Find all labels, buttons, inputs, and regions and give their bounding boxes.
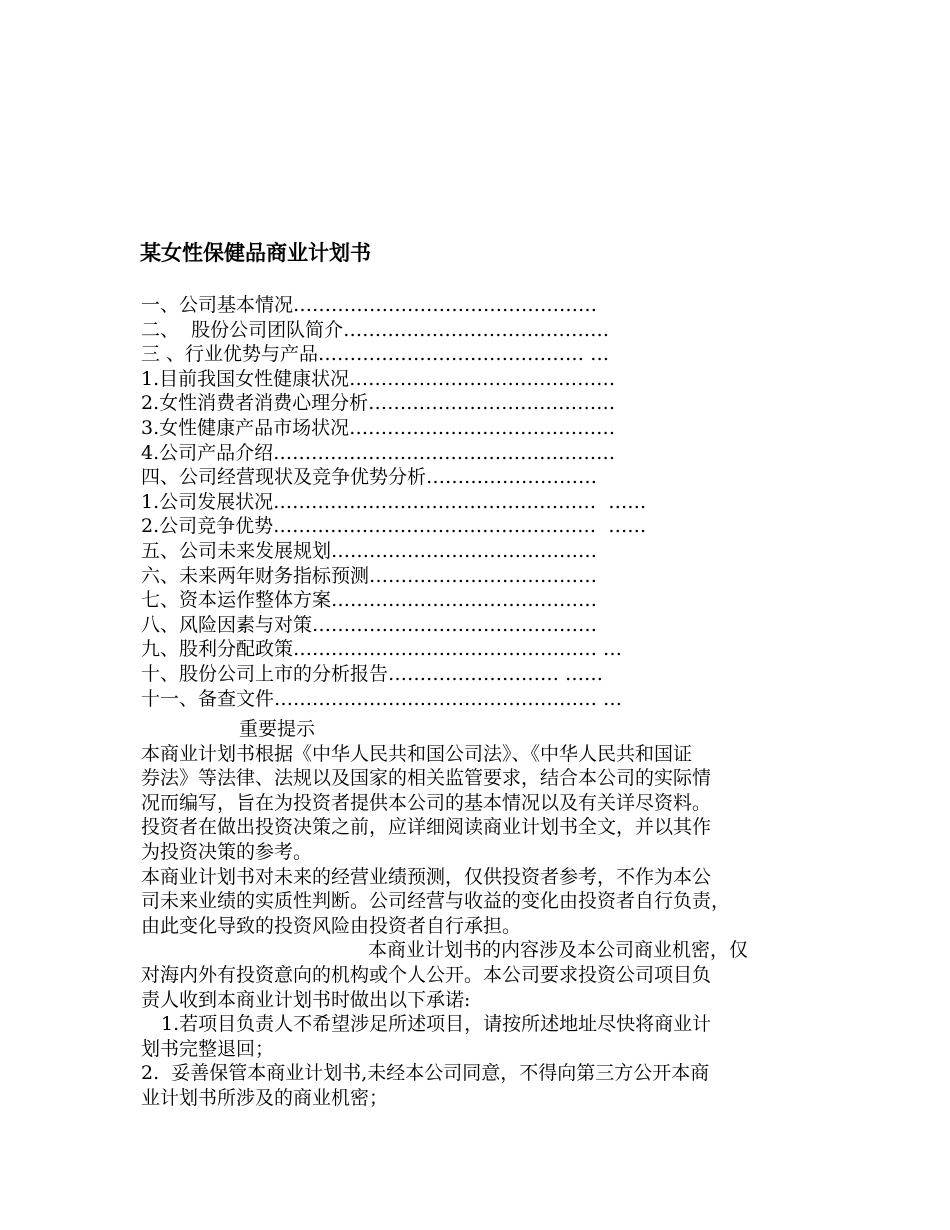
toc-item: 4.公司产品介绍……………………………………………… [141, 441, 616, 464]
toc-item: 一、公司基本情况………………………………………… [141, 294, 598, 316]
commitment-item-1: 1.若项目负责人不希望涉足所述项目，请按所述地址尽快将商业计 [161, 1013, 712, 1036]
document-body [141, 717, 806, 1111]
body-line: 对海内外有投资意向的机构或个人公开。本公司要求投资公司项目负 [141, 963, 712, 986]
toc-item: 六、未来两年财务指标预测……………………………… [141, 564, 598, 587]
notice-heading: 重要提示 [239, 718, 316, 740]
toc-item: 1.公司发展状况…………………………………………… …… [141, 490, 647, 513]
document-title: 某女性保健品商业计划书 [140, 241, 371, 265]
body-line: 况而编写，旨在为投资者提供本公司的基本情况以及有关详尽资料。 [141, 791, 712, 814]
toc-item: 3.女性健康产品市场状况…………………………………… [141, 416, 616, 439]
toc-item: 十、股份公司上市的分析报告……………………… …… [141, 662, 604, 685]
toc-item: 四、公司经营现状及竞争优势分析……………………… [141, 466, 598, 489]
body-line: 责人收到本商业计划书时做出以下承诺: [141, 988, 471, 1011]
commitment-item-2: 2. 妥善保管本商业计划书,未经本公司同意，不得向第三方公开本商 [141, 1062, 710, 1085]
body-line: 本商业计划书根据《中华人民共和国公司法》、《中华人民共和国证 [141, 742, 693, 765]
commitment-item-1-cont: 划书完整退回； [141, 1037, 275, 1060]
body-line: 司未来业绩的实质性判断。公司经营与收益的变化由投资者自行负责， [141, 890, 731, 913]
body-line: 券法》等法律、法规以及国家的相关监管要求，结合本公司的实际情 [141, 767, 712, 790]
toc-item: 八、风险因素与对策……………………………………… [141, 613, 598, 636]
commitment-item-2-cont: 业计划书所涉及的商业机密； [141, 1086, 389, 1109]
confidentiality-first-line: 本商业计划书的内容涉及本公司商业机密，仅 [368, 939, 749, 962]
toc-item: 九、股利分配政策………………………………………… … [141, 638, 623, 661]
body-line: 投资者在做出投资决策之前，应详细阅读商业计划书全文，并以其作 [141, 816, 712, 839]
toc-item: 1.目前我国女性健康状况…………………………………… [141, 367, 616, 390]
toc-item: 2.公司竞争优势…………………………………………… …… [141, 515, 647, 538]
toc-item: 五、公司未来发展规划…………………………………… [141, 539, 598, 562]
body-line: 由此变化导致的投资风险由投资者自行承担。 [141, 914, 522, 937]
toc-item: 七、资本运作整体方案…………………………………… [141, 589, 598, 612]
toc-item: 十一、备查文件…………………………………………… … [141, 687, 623, 710]
body-line: 本商业计划书对未来的经营业绩预测，仅供投资者参考，不作为本公 [141, 865, 712, 888]
toc-item: 二、 股份公司团队简介…………………………………… [141, 318, 610, 341]
table-of-contents [141, 293, 646, 711]
toc-item: 2.女性消费者消费心理分析………………………………… [141, 392, 616, 415]
body-line: 为投资决策的参考。 [141, 840, 313, 863]
toc-item: 三 、行业优势与产品…………………………………… … [141, 343, 610, 366]
